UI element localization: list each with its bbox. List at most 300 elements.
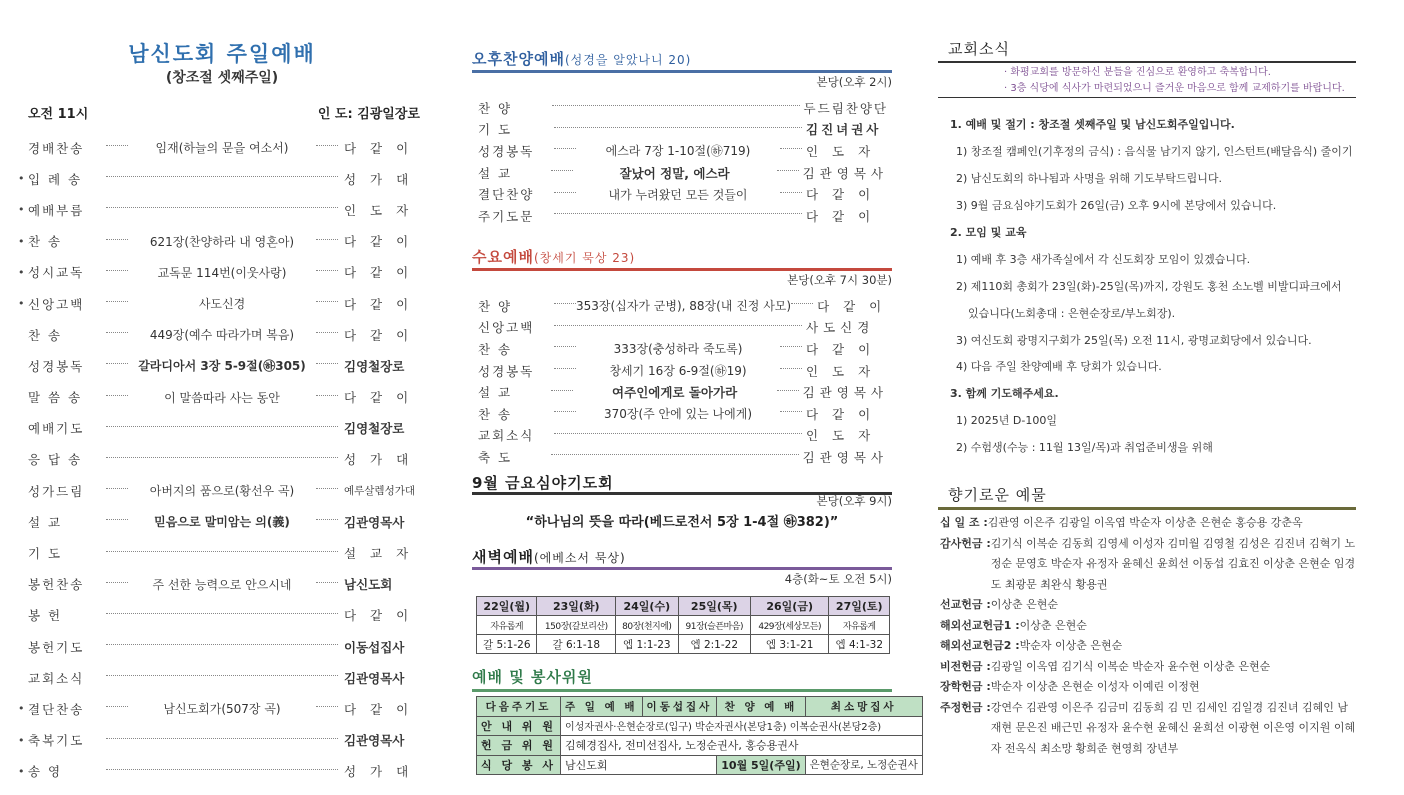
offerings-rule (938, 507, 1356, 510)
news-item: 4) 다음 주일 찬양예배 후 당회가 있습니다. (956, 360, 1162, 374)
dawn-cell: 27일(토) (829, 597, 890, 616)
leader-dots (106, 270, 128, 271)
sunday-service-column (18, 0, 426, 795)
service-item: 교회소식 (478, 428, 535, 444)
leader-dots (552, 105, 800, 106)
order-detail (106, 139, 338, 156)
leader-dots (316, 363, 338, 364)
order-person: 이동섭집사 (344, 639, 405, 655)
service-item: 성경봉독 (478, 363, 535, 379)
order-item: 입 례 송 (28, 171, 83, 187)
news-intro-2: · 3층 식당에 식사가 마련되었으니 즐거운 마음으로 함께 교제하기를 바랍니다. (1004, 82, 1345, 94)
service-row (478, 140, 888, 162)
friday-place: 본당(오후 9시) (816, 494, 892, 508)
news-column (938, 0, 1358, 795)
dawn-cell: 26일(금) (750, 597, 829, 616)
order-detail (106, 389, 338, 406)
meal-label: 식 당 봉 사 (477, 755, 561, 775)
order-row (18, 257, 426, 288)
afternoon-title-text: 오후찬양예배 (472, 50, 565, 68)
order-detail (106, 295, 338, 312)
service-row (478, 338, 888, 360)
order-bullet: • (18, 764, 25, 778)
order-text: 믿음으로 말미암는 의(義) (154, 515, 290, 530)
order-text: 남신도회가(507장 곡) (163, 702, 281, 717)
order-person: 다 같 이 (344, 296, 414, 312)
staff-title: 예배 및 봉사위원 (472, 668, 593, 686)
sunday-leader: 인 도: 김광일장로 (317, 107, 420, 122)
leader-dots (106, 176, 338, 177)
order-row (18, 132, 426, 163)
staff-header-cell: 다음주기도 (477, 697, 561, 717)
leader-dots (554, 303, 576, 304)
service-row (478, 119, 888, 141)
order-item: 찬 송 (28, 327, 63, 343)
dawn-subtitle: (에베소서 묵상) (533, 551, 626, 565)
service-text: 여주인에게로 돌아가라 (612, 385, 738, 401)
order-person: 다 같 이 (344, 701, 414, 717)
order-bullet: • (18, 297, 25, 311)
dawn-rule (472, 567, 892, 570)
order-text: 621장(찬양하라 내 영혼아) (149, 234, 295, 249)
offering-category: 선교헌금 : (940, 598, 991, 611)
order-item: 축복기도 (28, 733, 85, 749)
order-person: 예루살렘성가대 (344, 485, 416, 498)
service-item: 설 교 (478, 165, 513, 181)
order-item: 예배부름 (28, 202, 85, 218)
dawn-cell: 엡 4:1-32 (829, 635, 890, 654)
service-row (478, 360, 888, 382)
leader-dots (106, 457, 338, 458)
order-person: 성 가 대 (344, 764, 414, 780)
dawn-cell: 엡 3:1-21 (750, 635, 829, 654)
dawn-schedule-table (476, 596, 890, 654)
news-item: 1) 창조절 캠페인(기후정의 금식) : 음식물 남기지 않기, 인스턴트(배달음식) 줄이기 (956, 145, 1353, 159)
dawn-cell: 엡 1:1-23 (616, 635, 679, 654)
order-bullet: • (18, 702, 25, 716)
order-detail (106, 357, 338, 374)
dawn-cell: 갈 5:1-26 (477, 635, 537, 654)
meal-next-group: 은현순장로, 노정순권사 (805, 755, 922, 775)
meal-next-date: 10월 5일(주일) (717, 755, 805, 775)
leader-dots (554, 127, 802, 128)
order-row (18, 444, 426, 475)
leader-dots (791, 303, 813, 304)
order-item: 응 답 송 (28, 452, 83, 468)
order-text: 임재(하늘의 문을 여소서) (155, 141, 289, 156)
order-bullet: • (18, 733, 25, 747)
dawn-texts-row (477, 635, 890, 654)
offering-names: 박순자 이상춘 은현순 (1019, 639, 1123, 652)
staff-rule (472, 689, 892, 692)
service-row (478, 425, 888, 447)
order-detail (106, 482, 338, 499)
order-row (18, 226, 426, 257)
offering-category: 십 일 조 : (940, 516, 988, 529)
news-item: 2) 제110회 총회가 23일(화)-25일(목)까지, 강원도 홍천 소노벨 비발디파크에서 (956, 279, 1342, 293)
dawn-cell: 429장(세상모든) (750, 616, 829, 635)
leader-dots (316, 239, 338, 240)
offering-names: 김혜경집사, 전미선집사, 노정순권사, 홍승용권사 (561, 736, 923, 756)
staff-offering-row (477, 736, 923, 756)
order-text: 이 말씀따라 사는 동안 (164, 390, 280, 405)
order-row (18, 413, 426, 444)
order-item: 성시교독 (28, 265, 85, 281)
leader-dots (780, 411, 802, 412)
news-item: 있습니다(노회총대 : 은현순장로/부노회장). (968, 306, 1176, 320)
leader-dots (316, 582, 338, 583)
order-item: 찬 송 (28, 234, 63, 250)
leader-dots (551, 170, 573, 171)
service-item: 찬 양 (478, 100, 513, 116)
offering-row (940, 657, 1358, 678)
order-row (18, 756, 426, 787)
order-person: 김영철장로 (344, 421, 405, 437)
service-person: 다 같 이 (817, 298, 887, 314)
service-text: 333장(충성하라 죽도록) (613, 342, 743, 357)
order-item: 봉헌찬송 (28, 577, 85, 593)
service-row (478, 205, 888, 227)
order-item: 송 영 (28, 764, 63, 780)
order-item: 경배찬송 (28, 140, 85, 156)
dawn-cell: 80장(천지에) (616, 616, 679, 635)
dawn-cell: 23일(화) (537, 597, 616, 616)
leader-dots (106, 426, 338, 427)
leader-dots (780, 148, 802, 149)
service-row (478, 446, 888, 468)
leader-dots (554, 325, 802, 326)
order-person: 인 도 자 (344, 202, 414, 218)
order-person: 다 같 이 (344, 390, 414, 406)
order-row (18, 475, 426, 506)
offering-category: 비전헌금 : (940, 659, 991, 673)
news-item: 1) 예배 후 3층 새가족실에서 각 신도회장 모임이 있겠습니다. (956, 252, 1251, 266)
order-person: 다 같 이 (344, 140, 414, 156)
order-row (18, 163, 426, 194)
news-item: 3) 여신도회 광명지구회가 25일(목) 오전 11시, 광명교회당에서 있습니다. (956, 333, 1312, 347)
service-person: 김관영목사 (802, 165, 888, 181)
offering-row (940, 595, 1358, 616)
leader-dots (777, 390, 799, 391)
order-row (18, 382, 426, 413)
order-person: 김영철장로 (344, 358, 405, 374)
leader-dots (780, 192, 802, 193)
offering-category: 장학헌금 : (940, 680, 991, 693)
offering-category: 해외선교헌금1 : (940, 618, 1020, 632)
service-row (478, 381, 888, 403)
news-item: 3) 9월 금요심야기도회가 26일(금) 오후 9시에 본당에서 있습니다. (956, 199, 1277, 213)
leader-dots (316, 519, 338, 520)
order-detail (106, 326, 338, 343)
service-item: 결단찬양 (478, 187, 535, 203)
service-detail (554, 186, 802, 203)
dawn-title-text: 새벽예배 (472, 548, 534, 566)
order-bullet: • (18, 234, 25, 248)
sunday-time: 오전 11시 (28, 107, 89, 122)
order-item: 봉 헌 (28, 608, 63, 624)
order-person: 다 같 이 (344, 234, 414, 250)
order-detail (106, 264, 338, 281)
service-item: 축 도 (478, 449, 513, 465)
order-person: 다 같 이 (344, 327, 414, 343)
leader-dots (551, 390, 573, 391)
leader-dots (554, 411, 576, 412)
order-person: 설 교 자 (344, 546, 414, 562)
dawn-cell: 91장(슬픈마음) (678, 616, 750, 635)
leader-dots (106, 675, 338, 676)
staff-header-cell: 주 일 예 배 (561, 697, 643, 717)
leader-dots (106, 706, 128, 707)
news-intro (1004, 65, 1364, 96)
news-item: 2. 모임 및 교육 (950, 226, 1027, 239)
service-detail (554, 142, 802, 159)
order-text: 갈라디아서 3장 5-9절(㉻305) (138, 359, 306, 374)
order-item: 예배기도 (28, 421, 85, 437)
offering-label: 헌 금 위 원 (477, 736, 561, 756)
news-title: 교회소식 (948, 40, 1010, 58)
leader-dots (106, 488, 128, 489)
news-item: 1) 2025년 D-100일 (956, 414, 1057, 428)
service-detail (554, 297, 813, 314)
news-intro-rule (938, 97, 1356, 98)
order-row (18, 319, 426, 350)
service-row (478, 295, 888, 317)
dawn-cell: 자유롭게 (477, 616, 537, 635)
leader-dots (106, 644, 338, 645)
wednesday-place: 본당(오후 7시 30분) (787, 273, 892, 287)
service-item: 주기도문 (478, 208, 535, 224)
leader-dots (106, 738, 338, 739)
service-person: 사도신경 (806, 320, 875, 336)
order-row (18, 569, 426, 600)
dawn-place: 4층(화~토 오전 5시) (784, 572, 892, 586)
offering-category: 해외선교헌금2 : (940, 639, 1020, 652)
offering-names: 김기식 이복순 김동희 김영세 이성자 김미월 김영철 김성은 김진녀 김혁기 노정순 문영호 박순자 유정자 윤혜신 윤희선 이동섭 김효진 이상춘 은현순 임경도 최광문 최완식 황용권 (990, 536, 1356, 591)
leader-dots (554, 433, 802, 434)
staff-meal-row (477, 755, 923, 775)
wednesday-title-text: 수요예배 (472, 248, 534, 266)
order-person: 김관영목사 (344, 670, 405, 686)
news-rule (938, 61, 1356, 63)
order-row (18, 506, 426, 537)
offerings-title: 향기로운 예물 (948, 486, 1047, 504)
leader-dots (777, 170, 799, 171)
order-row (18, 631, 426, 662)
afternoon-subtitle: (성경을 알았나니 20) (564, 53, 692, 67)
staff-header-row (477, 697, 923, 717)
news-item: 2) 수험생(수능 : 11월 13일/목)과 취업준비생을 위해 (956, 441, 1213, 455)
staff-table (476, 696, 923, 775)
leader-dots (554, 148, 576, 149)
order-detail (106, 513, 338, 530)
service-item: 찬 송 (478, 406, 513, 422)
order-item: 봉헌기도 (28, 639, 85, 655)
leader-dots (554, 192, 576, 193)
leader-dots (106, 582, 128, 583)
leader-dots (106, 395, 128, 396)
leader-dots (316, 270, 338, 271)
leader-dots (554, 213, 802, 214)
dawn-cell: 갈 6:1-18 (537, 635, 616, 654)
offering-row (940, 616, 1358, 637)
order-text: 주 선한 능력으로 안으시네 (152, 577, 292, 592)
staff-header-cell: 찬 양 예 배 (717, 697, 805, 717)
news-item: 1. 예배 및 절기 : 창조절 셋째주일 및 남신도회주일입니다. (950, 118, 1235, 132)
leader-dots (316, 488, 338, 489)
staff-header-cell: 이동섭집사 (642, 697, 717, 717)
order-row (18, 725, 426, 756)
service-person: 다 같 이 (806, 187, 876, 203)
service-row (478, 162, 888, 184)
order-person: 다 같 이 (344, 265, 414, 281)
news-intro-1: · 화평교회를 방문하신 분들을 진심으로 환영하고 축복합니다. (1004, 67, 1271, 78)
service-person: 두드림찬양단 (803, 100, 888, 116)
afternoon-order-list (478, 97, 888, 227)
service-detail (551, 383, 799, 401)
staff-guide-row (477, 716, 923, 736)
order-item: 성경봉독 (28, 358, 85, 374)
service-item: 신앙고백 (478, 320, 535, 336)
leader-dots (106, 301, 128, 302)
leader-dots (316, 706, 338, 707)
order-text: 449장(예수 따라가며 복음) (149, 328, 295, 343)
service-person: 김관영목사 (802, 449, 888, 465)
leader-dots (554, 368, 576, 369)
sunday-subtitle: (창조절 셋째주일) (165, 70, 279, 86)
offerings-list (940, 513, 1358, 759)
leader-dots (551, 454, 799, 455)
service-person: 다 같 이 (806, 341, 876, 357)
offering-row (940, 513, 1358, 534)
news-item: 2) 남신도회의 하나됨과 사명을 위해 기도부탁드립니다. (956, 172, 1223, 186)
order-bullet: • (18, 203, 25, 217)
service-detail (554, 362, 802, 379)
offering-names: 김관영 이은주 김광일 이옥엽 박순자 이상춘 은현순 홍승용 강춘옥 (987, 516, 1303, 529)
afternoon-title (472, 48, 691, 69)
service-text: 370장(주 안에 있는 나에게) (603, 407, 753, 422)
order-bullet: • (18, 265, 25, 279)
service-person: 인 도 자 (806, 428, 876, 444)
order-person: 김관영목사 (344, 733, 405, 749)
order-person: 남신도회 (344, 577, 393, 593)
order-text: 사도신경 (198, 297, 246, 312)
order-detail (106, 576, 338, 593)
leader-dots (554, 346, 576, 347)
order-row (18, 600, 426, 631)
order-text: 아버지의 품으로(황선우 곡) (149, 484, 295, 499)
order-item: 말 씀 송 (28, 390, 83, 406)
service-item: 찬 양 (478, 298, 513, 314)
service-row (478, 183, 888, 205)
offering-names: 김광일 이옥엽 김기식 이복순 박순자 윤수현 이상춘 은현순 (990, 659, 1271, 673)
sunday-order-list (18, 132, 426, 787)
leader-dots (106, 332, 128, 333)
leader-dots (780, 346, 802, 347)
leader-dots (106, 363, 128, 364)
dawn-cell: 24일(수) (616, 597, 679, 616)
guide-label: 안 내 위 원 (477, 716, 561, 736)
leader-dots (780, 368, 802, 369)
dawn-days-row (477, 597, 890, 616)
order-item: 설 교 (28, 514, 63, 530)
order-item: 신앙고백 (28, 296, 85, 312)
service-person: 김관영목사 (802, 385, 888, 401)
leader-dots (106, 207, 338, 208)
order-row (18, 693, 426, 724)
order-item: 결단찬송 (28, 701, 85, 717)
order-item: 교회소식 (28, 670, 85, 686)
order-row (18, 194, 426, 225)
service-person: 인 도 자 (806, 143, 876, 159)
order-item: 성가드림 (28, 483, 85, 499)
leader-dots (106, 239, 128, 240)
order-bullet: • (18, 172, 25, 186)
service-text: 창세기 16장 6-9절(㉻19) (609, 364, 747, 379)
order-person: 다 같 이 (344, 608, 414, 624)
wednesday-title (472, 246, 635, 267)
service-detail (551, 164, 799, 182)
service-text: 에스라 7장 1-10절(㉻719) (605, 144, 751, 159)
afternoon-rule (472, 70, 892, 73)
order-person: 김관영목사 (344, 514, 405, 530)
service-row (478, 97, 888, 119)
service-text: 내가 누려왔던 모든 것들이 (608, 187, 748, 202)
service-person: 인 도 자 (806, 363, 876, 379)
offering-names: 이상춘 은현순 (990, 598, 1058, 611)
sunday-time-row (28, 103, 420, 122)
wednesday-subtitle: (창세기 묵상 23) (533, 251, 636, 265)
service-detail (554, 405, 802, 422)
order-item: 기 도 (28, 546, 63, 562)
service-person: 다 같 이 (806, 208, 876, 224)
dawn-cell: 엡 2:1-22 (678, 635, 750, 654)
staff-header-cell: 최소망집사 (805, 697, 922, 717)
leader-dots (106, 145, 128, 146)
service-person: 다 같 이 (806, 406, 876, 422)
order-row (18, 350, 426, 381)
friday-verse: “하나님의 뜻을 따라(베드로전서 5장 1-4절 ㉻382)” (525, 515, 839, 530)
offering-row (940, 636, 1358, 657)
order-row (18, 288, 426, 319)
service-row (478, 403, 888, 425)
news-list (950, 111, 1360, 461)
offering-row (940, 534, 1358, 596)
order-person: 성 가 대 (344, 171, 414, 187)
dawn-cell: 22일(월) (477, 597, 537, 616)
leader-dots (106, 519, 128, 520)
service-text: 잘났어 정말, 에스라 (619, 165, 730, 181)
leader-dots (316, 301, 338, 302)
service-detail (554, 340, 802, 357)
friday-title: 9월 금요심야기도회 (472, 474, 614, 492)
wednesday-order-list (478, 295, 888, 468)
leader-dots (316, 145, 338, 146)
order-person: 성 가 대 (344, 452, 414, 468)
guide-names: 이성자권사·은현순장로(입구) 박순자권사(본당1층) 이복순권사(본당2층) (561, 716, 923, 736)
leader-dots (106, 613, 338, 614)
offering-row (940, 677, 1358, 698)
leader-dots (316, 395, 338, 396)
leader-dots (106, 769, 338, 770)
service-text: 353장(십자가 군병), 88장(내 진정 사모) (576, 299, 792, 314)
dawn-title (472, 546, 626, 567)
wednesday-rule (472, 268, 892, 271)
service-item: 성경봉독 (478, 143, 535, 159)
news-item: 3. 함께 기도해주세요. (950, 387, 1059, 401)
services-column (472, 0, 918, 795)
service-item: 기 도 (478, 122, 513, 138)
offering-category: 주정헌금 : (940, 700, 991, 714)
